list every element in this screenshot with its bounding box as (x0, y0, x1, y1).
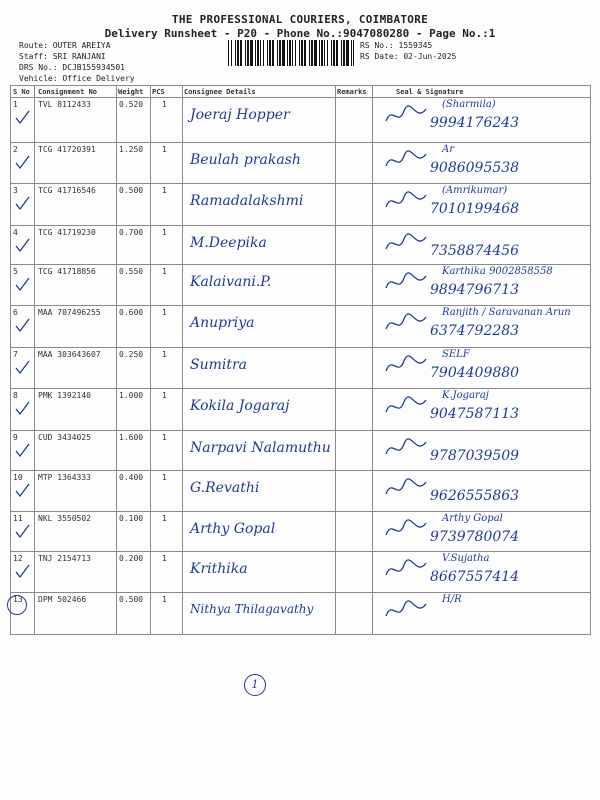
table-row (10, 142, 591, 183)
serial-number: 3 (13, 186, 18, 195)
table-row (10, 592, 591, 634)
vehicle-label: Vehicle: Office Delivery (19, 74, 135, 83)
signature-phone: 7904409880 (430, 365, 520, 381)
signature-phone: 7010199468 (430, 201, 520, 217)
consignment-number: TVL 8112433 (38, 100, 91, 109)
route-label: Route: OUTER AREIYA (19, 41, 111, 50)
pieces-count: 1 (162, 308, 167, 317)
serial-number: 4 (13, 228, 18, 237)
signature-scribble (382, 229, 432, 259)
weight-value: 0.550 (119, 267, 144, 276)
signature-name: Karthika 9002858558 (442, 266, 553, 277)
pieces-count: 1 (162, 267, 167, 276)
pieces-count: 1 (162, 391, 167, 400)
signature-name: SELF (442, 349, 470, 360)
pieces-count: 1 (162, 100, 167, 109)
signature-phone: 9047587113 (430, 406, 520, 422)
signature-scribble (382, 268, 432, 298)
serial-number: 5 (13, 267, 18, 276)
table-row (10, 347, 591, 388)
serial-number: 10 (13, 473, 23, 482)
weight-value: 1.000 (119, 391, 144, 400)
weight-value: 0.500 (119, 186, 144, 195)
weight-value: 0.100 (119, 514, 144, 523)
weight-value: 1.600 (119, 433, 144, 442)
pieces-count: 1 (162, 186, 167, 195)
check-mark-icon (14, 563, 30, 579)
table-row (10, 97, 591, 142)
signature-name: K.Jogaraj (442, 390, 489, 401)
company-name: THE PROFESSIONAL COURIERS, COIMBATORE (171, 13, 429, 26)
consignment-number: TCG 41719230 (38, 228, 96, 237)
consignment-number: DPM 502466 (38, 595, 87, 604)
check-mark-icon (14, 237, 30, 253)
serial-number: 12 (13, 554, 23, 563)
weight-value: 0.700 (119, 228, 144, 237)
consignment-number: TNJ 2154713 (38, 554, 91, 563)
pieces-count: 1 (162, 145, 167, 154)
signature-scribble (382, 351, 432, 381)
consignee-name: Kokila Jogaraj (190, 398, 290, 414)
table-row (10, 430, 591, 470)
page-number-mark: 1 (244, 674, 266, 696)
serial-number: 7 (13, 350, 18, 359)
consignee-name: Sumitra (190, 357, 248, 373)
consignment-number: TCG 41716546 (38, 186, 96, 195)
pieces-count: 1 (162, 595, 167, 604)
pieces-count: 1 (162, 228, 167, 237)
serial-number: 9 (13, 433, 18, 442)
consignment-number: PMK 1392140 (38, 391, 91, 400)
signature-name: Arthy Gopal (442, 513, 503, 524)
signature-phone: 7358874456 (430, 243, 520, 259)
consignment-number: MAA 707496255 (38, 308, 101, 317)
table-row (10, 470, 591, 511)
consignee-name: Nithya Thilagavathy (190, 602, 314, 616)
signature-phone: 9739780074 (430, 529, 520, 545)
col-remarks: Remarks (337, 88, 367, 96)
pieces-count: 1 (162, 554, 167, 563)
signature-phone: 9894796713 (430, 282, 520, 298)
signature-scribble (382, 101, 432, 131)
consignee-name: Arthy Gopal (190, 521, 276, 537)
pieces-count: 1 (162, 433, 167, 442)
signature-name: V.Sujatha (442, 553, 490, 564)
barcode-image (228, 40, 354, 66)
weight-value: 1.250 (119, 145, 144, 154)
consignment-number: CUD 3434025 (38, 433, 91, 442)
check-mark-icon (14, 442, 30, 458)
consignee-name: Krithika (190, 561, 248, 577)
weight-value: 0.400 (119, 473, 144, 482)
consignee-name: Ramadalakshmi (190, 193, 304, 209)
check-mark-icon (14, 400, 30, 416)
signature-phone: 9994176243 (430, 115, 520, 131)
signature-scribble (382, 555, 432, 585)
serial-number: 13 (13, 595, 23, 604)
rs-date: RS Date: 02-Jun-2025 (360, 52, 457, 61)
check-mark-icon (14, 359, 30, 375)
consignee-name: Beulah prakash (190, 152, 301, 168)
check-mark-icon (14, 109, 30, 125)
check-mark-icon (14, 523, 30, 539)
signature-scribble (382, 474, 432, 504)
signature-phone: 8667557414 (430, 569, 520, 585)
table-row (10, 264, 591, 305)
col-consignee: Consignee Details (184, 88, 256, 96)
check-mark-icon (14, 195, 30, 211)
table-row (10, 305, 591, 347)
runsheet-title: Delivery Runsheet - P20 - Phone No.:9047080280 - Page No.:1 (104, 27, 496, 40)
signature-phone: 9787039509 (430, 448, 520, 464)
signature-scribble (382, 309, 432, 339)
consignment-number: MTP 1364333 (38, 473, 91, 482)
consignment-number: MAA 303643607 (38, 350, 101, 359)
consignment-number: NKL 3550502 (38, 514, 91, 523)
weight-value: 0.200 (119, 554, 144, 563)
signature-scribble (382, 146, 432, 176)
table-row (10, 388, 591, 430)
weight-value: 0.250 (119, 350, 144, 359)
serial-number: 1 (13, 100, 18, 109)
col-sno: S No (13, 88, 30, 96)
signature-scribble (382, 596, 432, 626)
signature-name: Ranjith / Saravanan Arun (442, 307, 571, 318)
check-mark-icon (14, 276, 30, 292)
staff-label: Staff: SRI RANJANI (19, 52, 106, 61)
col-weight: Weight (118, 88, 144, 96)
weight-value: 0.500 (119, 595, 144, 604)
table-row (10, 183, 591, 225)
signature-phone: 9626555863 (430, 488, 520, 504)
consignee-name: Narpavi Nalamuthu (190, 440, 331, 456)
pieces-count: 1 (162, 514, 167, 523)
signature-scribble (382, 515, 432, 545)
col-consignment: Consignment No (38, 88, 98, 96)
table-row (10, 511, 591, 551)
consignee-name: Joeraj Hopper (190, 107, 290, 123)
check-mark-icon (14, 154, 30, 170)
table-row (10, 225, 591, 264)
signature-name: (Amrikumar) (442, 185, 508, 196)
signature-name: H/R (442, 594, 462, 605)
serial-number: 8 (13, 391, 18, 400)
col-seal-signature: Seal & Signature (396, 88, 464, 96)
signature-scribble (382, 434, 432, 464)
signature-name: Ar (442, 144, 455, 155)
check-mark-icon (14, 482, 30, 498)
signature-scribble (382, 187, 432, 217)
drs-number: DRS No.: DCJB155934501 (19, 63, 125, 72)
weight-value: 0.600 (119, 308, 144, 317)
consignee-name: G.Revathi (190, 480, 260, 496)
signature-name: (Sharmila) (442, 99, 496, 110)
pieces-count: 1 (162, 350, 167, 359)
row-13-circle-mark (7, 595, 27, 615)
serial-number: 11 (13, 514, 23, 523)
consignee-name: Anupriya (190, 315, 255, 331)
table-row (10, 551, 591, 592)
signature-phone: 9086095538 (430, 160, 520, 176)
consignment-number: TCG 41720391 (38, 145, 96, 154)
serial-number: 6 (13, 308, 18, 317)
consignment-number: TCG 41718856 (38, 267, 96, 276)
check-mark-icon (14, 317, 30, 333)
consignee-name: Kalaivani.P. (190, 274, 272, 290)
rs-number: RS No.: 1559345 (360, 41, 433, 50)
consignee-name: M.Deepika (190, 235, 267, 251)
signature-scribble (382, 392, 432, 422)
signature-phone: 6374792283 (430, 323, 520, 339)
pieces-count: 1 (162, 473, 167, 482)
serial-number: 2 (13, 145, 18, 154)
weight-value: 0.520 (119, 100, 144, 109)
col-pcs: PCS (152, 88, 165, 96)
